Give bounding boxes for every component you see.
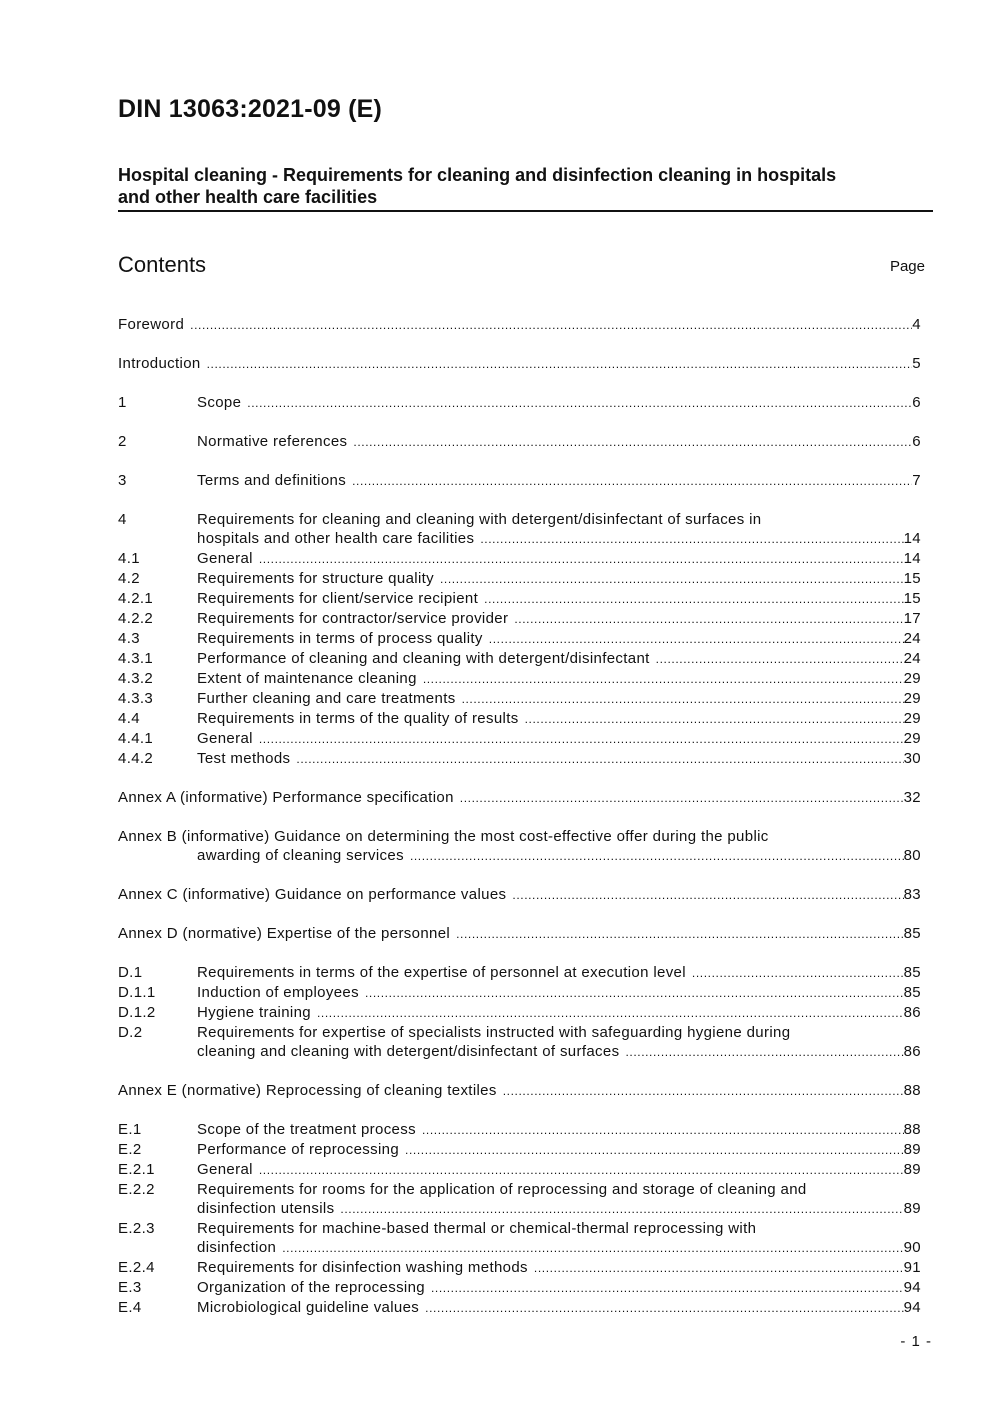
toc-leader-dots [282,1239,903,1258]
toc-entry-title: Performance of reprocessing [197,1141,400,1158]
toc-entry-number: 3 [118,472,127,489]
toc-entry-page: 32 [903,789,921,806]
toc-entry[interactable] [118,1180,921,1219]
toc-entry-page: 83 [903,886,921,903]
toc-leader-dots [534,1259,904,1278]
toc-leader-dots [456,925,904,944]
toc-entry-page: 94 [903,1299,921,1316]
toc-leader-dots [460,789,904,808]
toc-entry-number: E.2.2 [118,1181,155,1198]
toc-entry-number: E.1 [118,1121,142,1138]
toc-entry-title: Requirements for machine-based thermal or chemical-thermal reprocessing with [197,1220,757,1237]
toc-entry-number: 1 [118,394,127,411]
toc-entry-title: Normative references [197,433,348,450]
toc-entry-title: Hygiene training [197,1004,311,1021]
contents-heading: Contents [118,252,207,277]
toc-entry-page: 94 [903,1279,921,1296]
toc-leader-dots [425,1299,903,1318]
toc-entry-title-continued: cleaning and cleaning with detergent/disinfectant of surfaces [197,1043,620,1060]
toc-entry[interactable] [118,963,921,983]
toc-leader-dots [207,355,913,374]
toc-entry-number: E.2 [118,1141,142,1158]
toc-leader-dots [423,670,904,689]
toc-entry-page: 86 [903,1043,921,1060]
toc-entry[interactable] [118,983,921,1003]
toc-entry-page: 24 [903,630,921,647]
toc-entry-page: 15 [903,570,921,587]
toc-entry[interactable] [118,1120,921,1140]
toc-entry-title-continued: hospitals and other health care facilities [197,530,475,547]
toc-entry-number: 4.3.1 [118,650,154,667]
toc-leader-dots [340,1200,903,1219]
toc-leader-dots [365,984,904,1003]
toc-leader-dots [353,433,912,452]
toc-leader-dots [259,550,904,569]
toc-entry-page: 29 [903,710,921,727]
toc-entry-page: 6 [912,433,921,450]
toc-entry[interactable] [118,1023,921,1062]
toc-entry-page: 89 [903,1200,921,1217]
toc-entry-number: 4.4 [118,710,140,727]
toc-entry[interactable] [118,1219,921,1258]
toc-entry-page: 91 [903,1259,921,1276]
toc-entry-number: D.2 [118,1024,143,1041]
toc-entry[interactable] [118,315,921,335]
document-title-line-1: Hospital cleaning - Requirements for cleaning and disinfection cleaning in hospitals [118,165,837,185]
toc-entry[interactable] [118,729,921,749]
toc-entry-number: E.2.1 [118,1161,155,1178]
toc-entry-title: Foreword [118,316,185,333]
toc-entry-page: 24 [903,650,921,667]
toc-entry[interactable] [118,393,921,413]
toc-entry-number: 4.3.2 [118,670,154,687]
toc-entry-title: Annex C (informative) Guidance on performance values [118,886,507,903]
toc-entry[interactable] [118,432,921,452]
toc-entry[interactable] [118,1298,921,1318]
toc-entry-title: Requirements for cleaning and cleaning with detergent/disinfectant of surfaces in [197,511,762,528]
toc-leader-dots [514,610,903,629]
toc-entry[interactable] [118,589,921,609]
toc-entry-title: Requirements in terms of process quality [197,630,483,647]
toc-entry-title: Requirements in terms of the expertise of personnel at execution level [197,964,686,981]
toc-entry-number: 4.2.1 [118,590,154,607]
toc-leader-dots [512,886,903,905]
toc-entry-page: 5 [912,355,921,372]
toc-entry-number: E.2.4 [118,1259,155,1276]
toc-leader-dots [440,570,904,589]
toc-entry-title: Scope [197,394,242,411]
toc-entry-number: 4.3.3 [118,690,154,707]
toc-entry-number: E.4 [118,1299,142,1316]
toc-entry-page: 30 [903,750,921,767]
toc-leader-dots [317,1004,904,1023]
toc-entry[interactable] [118,1278,921,1298]
toc-entry-title-continued: disinfection utensils [197,1200,335,1217]
toc-entry-title: Annex E (normative) Reprocessing of cleaning textiles [118,1082,497,1099]
toc-entry-number: E.3 [118,1279,142,1296]
document-id: DIN 13063:2021-09 (E) [118,95,383,123]
toc-leader-dots [431,1279,904,1298]
toc-entry-title: Requirements in terms of the quality of results [197,710,519,727]
toc-leader-dots [259,730,904,749]
toc-entry-title: Terms and definitions [197,472,347,489]
toc-entry-number: 4.2.2 [118,610,154,627]
toc-entry-title: Annex A (informative) Performance specification [118,789,454,806]
toc-entry[interactable] [118,629,921,649]
toc-entry-title: Further cleaning and care treatments [197,690,456,707]
toc-entry-title: Microbiological guideline values [197,1299,420,1316]
toc-entry-title: Organization of the reprocessing [197,1279,425,1296]
toc-entry-page: 90 [903,1239,921,1256]
toc-leader-dots [410,847,904,866]
toc-entry-title: General [197,730,253,747]
toc-entry-title: Induction of employees [197,984,359,1001]
toc-leader-dots [422,1121,904,1140]
toc-entry-title: Requirements for structure quality [197,570,434,587]
toc-entry[interactable] [118,1160,921,1180]
toc-entry[interactable] [118,788,921,808]
toc-leader-dots [247,394,912,413]
toc-leader-dots [352,472,912,491]
toc-entry-title: Requirements for contractor/service provider [197,610,509,627]
toc-entry-title: Annex B (informative) Guidance on determining the most cost-effective offer during the public [118,828,769,845]
toc-entry-number: 4.4.2 [118,750,154,767]
toc-entry-page: 14 [903,530,921,547]
toc-entry[interactable] [118,569,921,589]
toc-entry-page: 88 [903,1082,921,1099]
toc-entry-title-continued: awarding of cleaning services [197,847,404,864]
toc-entry-number: 4.4.1 [118,730,154,747]
toc-leader-dots [489,630,904,649]
toc-entry[interactable] [118,749,921,769]
toc-entry[interactable] [118,1081,921,1101]
toc-entry-page: 29 [903,690,921,707]
toc-entry-number: D.1.1 [118,984,156,1001]
toc-entry-page: 86 [903,1004,921,1021]
toc-entry-number: 4.3 [118,630,140,647]
toc-entry-page: 89 [903,1161,921,1178]
toc-entry-title: Requirements for rooms for the application of reprocessing and storage of cleaning and [197,1181,807,1198]
table-of-contents [118,315,921,1318]
toc-entry[interactable] [118,354,921,374]
toc-entry-page: 85 [903,984,921,1001]
toc-entry-title-continued: disinfection [197,1239,277,1256]
toc-leader-dots [525,710,904,729]
toc-entry-title: General [197,550,253,567]
document-title [118,164,933,212]
toc-entry[interactable] [118,1003,921,1023]
toc-entry[interactable] [118,924,921,944]
toc-entry[interactable] [118,689,921,709]
toc-entry-number: D.1 [118,964,143,981]
toc-leader-dots [405,1141,904,1160]
toc-leader-dots [656,650,904,669]
toc-entry-page: 29 [903,730,921,747]
toc-entry-page: 15 [903,590,921,607]
toc-leader-dots [190,316,912,335]
toc-entry[interactable] [118,609,921,629]
toc-entry[interactable] [118,471,921,491]
toc-leader-dots [692,964,904,983]
toc-entry-page: 14 [903,550,921,567]
toc-entry[interactable] [118,1258,921,1278]
toc-entry[interactable] [118,885,921,905]
document-title-line-2: and other health care facilities [118,187,378,207]
toc-entry[interactable] [118,649,921,669]
toc-entry-page: 7 [912,472,921,489]
toc-entry-number: D.1.2 [118,1004,156,1021]
toc-entry-page: 4 [912,316,921,333]
page-number: - 1 - [900,1333,932,1350]
toc-entry[interactable] [118,827,921,866]
toc-leader-dots [484,590,903,609]
toc-entry-number: 4.2 [118,570,140,587]
toc-entry-title: Introduction [118,355,201,372]
toc-entry-title: Scope of the treatment process [197,1121,416,1138]
toc-entry-number: 4 [118,511,127,528]
toc-entry[interactable] [118,709,921,729]
toc-entry-page: 85 [903,964,921,981]
toc-leader-dots [259,1161,904,1180]
toc-entry[interactable] [118,669,921,689]
toc-entry-title: Performance of cleaning and cleaning with detergent/disinfectant [197,650,650,667]
toc-entry-title: Extent of maintenance cleaning [197,670,417,687]
toc-entry-title: Requirements for client/service recipient [197,590,479,607]
toc-entry-page: 80 [903,847,921,864]
toc-entry-number: 4.1 [118,550,140,567]
toc-entry-page: 85 [903,925,921,942]
page-column-label: Page [889,258,925,275]
toc-leader-dots [296,750,903,769]
toc-entry-number: 2 [118,433,127,450]
toc-entry-page: 6 [912,394,921,411]
toc-entry-title: Annex D (normative) Expertise of the personnel [118,925,451,942]
toc-entry-page: 17 [903,610,921,627]
toc-entry-title: Test methods [197,750,291,767]
toc-entry-page: 89 [903,1141,921,1158]
toc-entry[interactable] [118,510,921,549]
toc-entry[interactable] [118,1140,921,1160]
toc-entry-title: Requirements for disinfection washing methods [197,1259,528,1276]
toc-leader-dots [462,690,904,709]
toc-leader-dots [625,1043,903,1062]
toc-entry-title: General [197,1161,253,1178]
toc-entry-page: 88 [903,1121,921,1138]
toc-leader-dots [503,1082,904,1101]
toc-leader-dots [480,530,903,549]
toc-entry[interactable] [118,549,921,569]
toc-entry-number: E.2.3 [118,1220,155,1237]
toc-entry-title: Requirements for expertise of specialists instructed with safeguarding hygiene during [197,1024,791,1041]
toc-entry-page: 29 [903,670,921,687]
